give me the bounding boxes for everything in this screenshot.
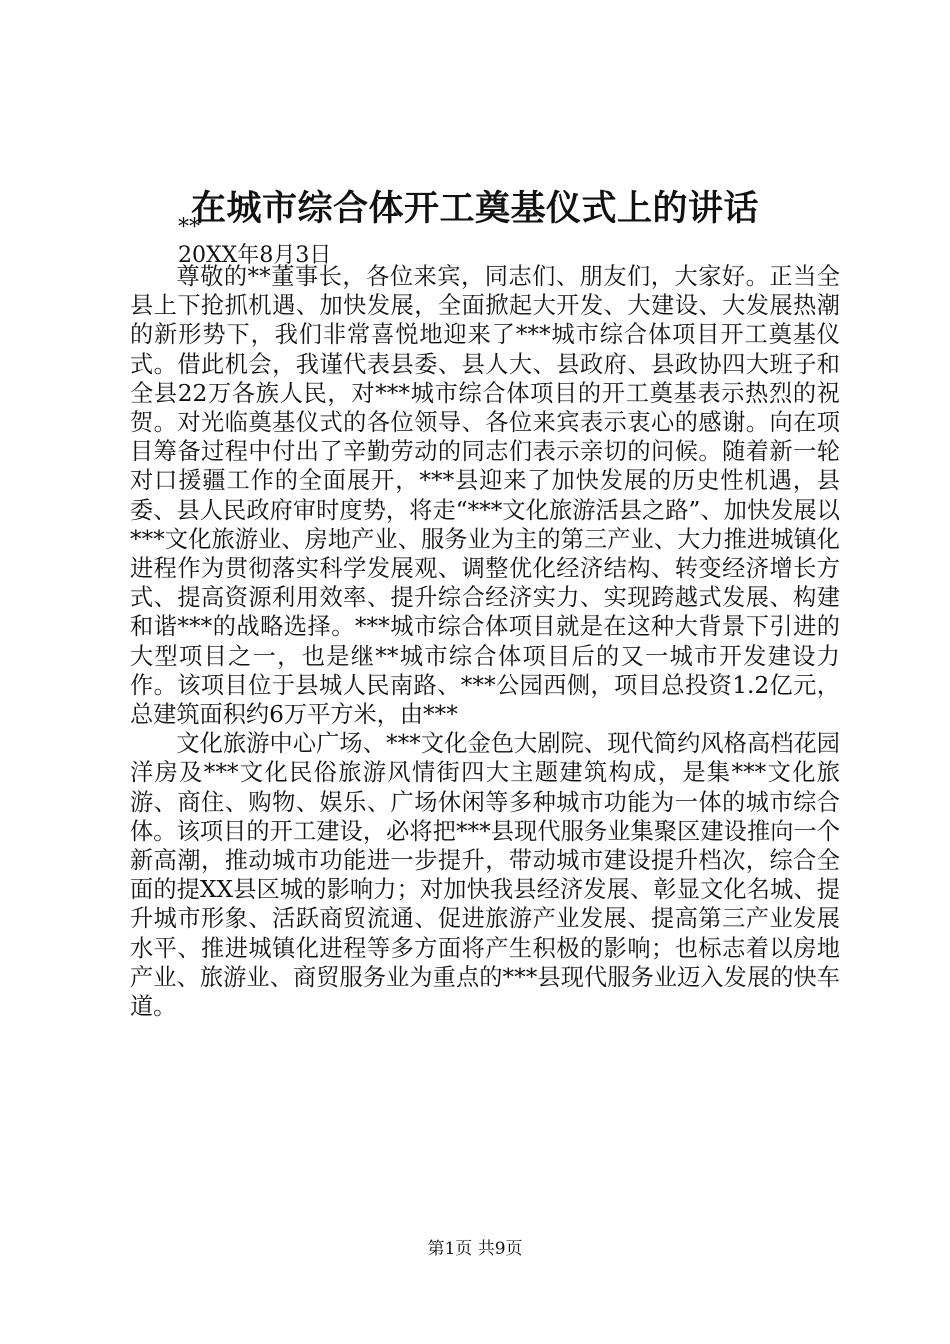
author-line: ** bbox=[178, 215, 200, 240]
date-line: 20XX年8月3日 bbox=[178, 243, 332, 268]
document-title: 在城市综合体开工奠基仪式上的讲话 bbox=[190, 188, 759, 229]
body-paragraph: 尊敬的**董事长，各位来宾，同志们、朋友们，大家好。正当全县上下抢抓机遇、加快发展，全面掀起大开发、大建设、大发展热潮的新形势下，我们非常喜悦地迎来了***城市综合体项目开工奠基仪式。借此机会，我谨代表县委、县人大、县政府、县政协四大班子和全县22万各族人民，对***城市综合体项目的开工奠基表示热烈的祝贺。对光临奠基仪式的各位领导、各位来宾表示衷心的感谢。向在项目筹备过程中付出了辛勤劳动的同志们表示亲切的问候。随着新一轮对口援疆工作的全面展开，***县迎来了加快发展的历史性机遇，县委、县人民政府审时度势，将走“***文化旅游活县之路”、加快发展以***文化旅游业、房地产业、服务业为主的第三产业、大力推进城镇化进程作为贯彻落实科学发展观、调整优化经济结构、转变经济增长方式、提高资源利用效率、提升综合经济实力、实现跨越式发展、构建和谐***的战略选择。***城市综合体项目就是在这种大背景下引进的大型项目之一，也是继**城市综合体项目后的又一城市开发建设力作。该项目位于县城人民南路、***公园西侧，项目总投资1.2亿元，总建筑面积约6万平方米，由*** bbox=[130, 263, 840, 729]
page-number-footer: 第1页 共9页 bbox=[427, 1239, 523, 1259]
body-paragraph: 文化旅游中心广场、***文化金色大剧院、现代简约风格高档花园洋房及***文化民俗旅游风情街四大主题建筑构成，是集***文化旅游、商住、购物、娱乐、广场休闲等多种城市功能为一体的城市综合体。该项目的开工建设，必将把***县现代服务业集聚区建设推向一个新高潮，推动城市功能进一步提升，带动城市建设提升档次，综合全面的提XX县区城的影响力；对加快我县经济发展、彰显文化名城、提升城市形象、活跃商贸流通、促进旅游产业发展、提高第三产业发展水平、推进城镇化进程等多方面将产生积极的影响；也标志着以房地产业、旅游业、商贸服务业为重点的***县现代服务业迈入发展的快车道。 bbox=[130, 730, 840, 1021]
document-body bbox=[130, 262, 840, 1021]
